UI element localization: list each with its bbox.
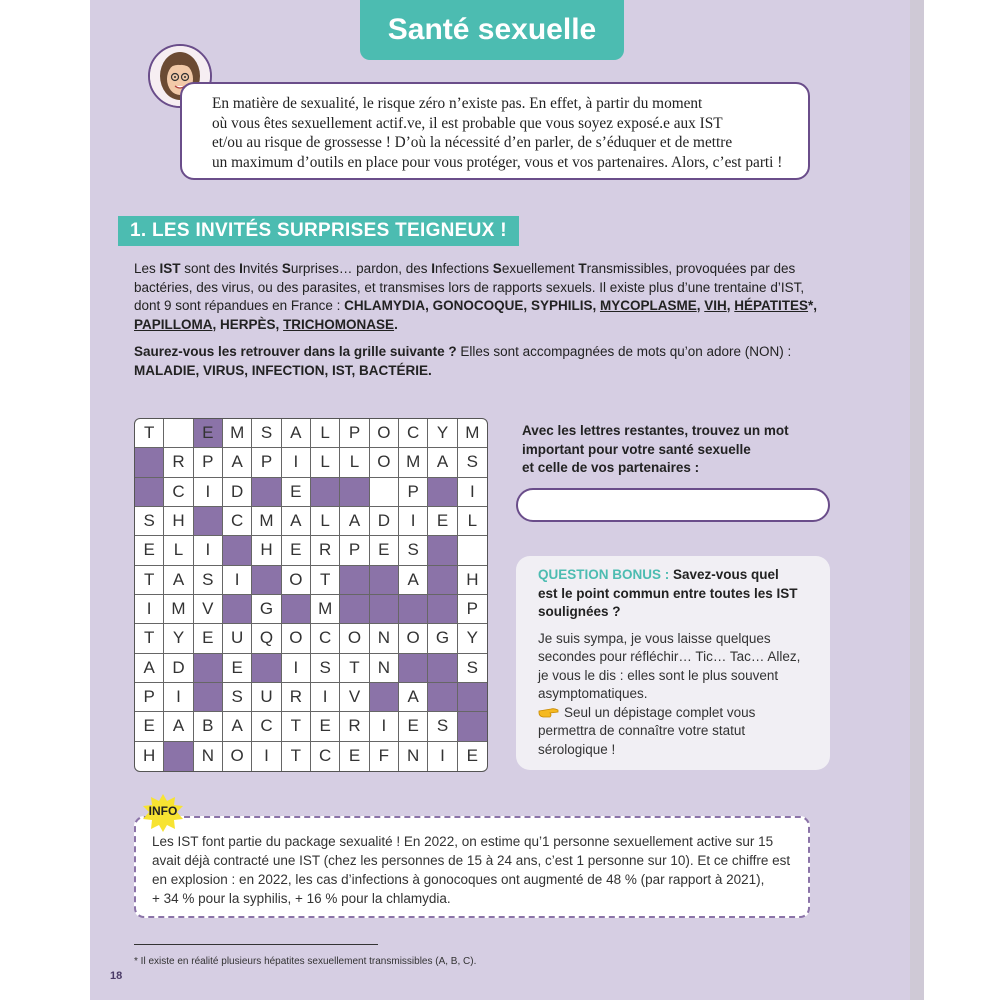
grid-cell[interactable]: S xyxy=(458,654,487,683)
pointing-hand-icon xyxy=(538,705,560,719)
grid-cell[interactable] xyxy=(370,478,399,507)
section-heading: 1. LES INVITÉS SURPRISES TEIGNEUX ! xyxy=(118,216,519,246)
grid-cell[interactable]: O xyxy=(223,742,252,771)
grid-cell[interactable]: C xyxy=(164,478,193,507)
grid-cell[interactable]: M xyxy=(164,595,193,624)
grid-cell[interactable]: E xyxy=(311,712,340,741)
grid-cell[interactable] xyxy=(428,536,457,565)
intro-line: un maximum d’outils en place pour vous protéger, vous et vos partenaires. Alors, c’est parti ! xyxy=(212,153,783,171)
grid-cell[interactable]: N xyxy=(399,742,428,771)
grid-cell[interactable]: T xyxy=(135,566,164,595)
info-badge-label: INFO xyxy=(148,804,178,818)
grid-cell[interactable]: O xyxy=(370,419,399,448)
grid-cell[interactable]: H xyxy=(135,742,164,771)
grid-cell[interactable]: U xyxy=(252,683,281,712)
grid-cell[interactable] xyxy=(399,654,428,683)
grid-cell[interactable]: R xyxy=(164,448,193,477)
footnote-divider xyxy=(134,944,378,945)
intro-speech-bubble xyxy=(180,82,810,180)
instruction-paragraph: Saurez-vous les retrouver dans la grille suivante ? Elles sont accompagnées de mots qu’on adore (NON) : MALADIE, VIRUS, INFECTION, IST, BACTÉRIE. xyxy=(134,344,792,378)
paragraph-line-2: bactéries, des virus, ou des parasites, et transmises lors de rapports sexuels. Il existe plus d’une trentaine d’IST, xyxy=(134,279,805,295)
grid-cell[interactable]: I xyxy=(252,742,281,771)
ist-mycoplasme: MYCOPLASME xyxy=(599,298,697,313)
grid-cell[interactable]: G xyxy=(428,624,457,653)
grid-cell[interactable]: C xyxy=(399,419,428,448)
grid-cell[interactable]: S xyxy=(458,448,487,477)
page-number: 18 xyxy=(110,970,123,982)
grid-cell[interactable]: N xyxy=(370,654,399,683)
grid-cell[interactable]: T xyxy=(135,419,164,448)
instruction-words: MALADIE, VIRUS, INFECTION, IST, BACTÉRIE. xyxy=(134,362,432,378)
grid-cell[interactable]: S xyxy=(252,419,281,448)
grid-cell[interactable] xyxy=(428,595,457,624)
grid-cell[interactable]: C xyxy=(223,507,252,536)
grid-cell[interactable]: E xyxy=(340,742,369,771)
grid-cell[interactable] xyxy=(223,536,252,565)
grid-cell[interactable]: A xyxy=(223,712,252,741)
grid-cell[interactable] xyxy=(194,654,223,683)
answer-input-box[interactable] xyxy=(516,488,830,522)
grid-cell[interactable]: T xyxy=(340,654,369,683)
grid-cell[interactable]: I xyxy=(428,742,457,771)
grid-cell[interactable] xyxy=(194,683,223,712)
grid-cell[interactable] xyxy=(428,566,457,595)
ist-papilloma: PAPILLOMA xyxy=(134,316,213,332)
ist-trichomonase: TRICHOMONASE xyxy=(283,316,395,332)
grid-cell[interactable]: P xyxy=(340,419,369,448)
grid-cell[interactable]: A xyxy=(164,566,193,595)
grid-cell[interactable]: Y xyxy=(428,419,457,448)
grid-cell[interactable] xyxy=(458,683,487,712)
grid-cell[interactable]: O xyxy=(370,448,399,477)
grid-cell[interactable]: I xyxy=(282,654,311,683)
grid-cell[interactable]: Y xyxy=(458,624,487,653)
grid-cell[interactable]: A xyxy=(428,448,457,477)
instruction-bold: Saurez-vous les retrouver dans la grille suivante ? xyxy=(134,344,457,359)
grid-cell[interactable]: C xyxy=(311,742,340,771)
grid-cell[interactable] xyxy=(252,478,281,507)
bonus-question-box: QUESTION BONUS : Savez-vous quel est le point commun entre toutes les IST soulignées ? Je suis sympa, je vous laisse quelques secondes pour réfléchir… Tic… Tac… Allez, je vous le dis : elles sont le plus souvent asymptomatiques. Seul un dépistage complet vous permettra de connaître votre statut sérologique ! xyxy=(516,556,830,770)
grid-cell[interactable] xyxy=(370,595,399,624)
grid-cell[interactable]: F xyxy=(370,742,399,771)
grid-cell[interactable]: E xyxy=(194,624,223,653)
info-box: Les IST font partie du package sexualité ! En 2022, on estime qu’1 personne sexuellement active sur 15 avait déjà contracté une IST (chez les personnes de 15 à 24 ans, c’est 1 personne sur 10). Et ce chiffre est en explosion : en 2022, les cas d’infections à gonocoques ont augmenté de 48 % (par rapport à 2021), + 34 % pour la syphilis, + 16 % pour la chlamydia. xyxy=(134,816,810,918)
grid-cell[interactable] xyxy=(223,595,252,624)
grid-cell[interactable]: H xyxy=(164,507,193,536)
grid-cell[interactable]: T xyxy=(311,566,340,595)
grid-cell[interactable]: O xyxy=(340,624,369,653)
grid-cell[interactable] xyxy=(282,595,311,624)
grid-cell[interactable]: E xyxy=(282,478,311,507)
grid-cell[interactable] xyxy=(135,448,164,477)
grid-cell[interactable]: N xyxy=(194,742,223,771)
grid-cell[interactable]: M xyxy=(252,507,281,536)
grid-cell[interactable]: S xyxy=(428,712,457,741)
grid-cell[interactable]: D xyxy=(370,507,399,536)
ist-herpes: HERPÈS xyxy=(220,316,276,332)
grid-cell[interactable] xyxy=(458,712,487,741)
grid-cell[interactable]: O xyxy=(282,566,311,595)
grid-cell[interactable]: M xyxy=(458,419,487,448)
grid-cell[interactable]: A xyxy=(399,566,428,595)
grid-cell[interactable] xyxy=(340,478,369,507)
grid-cell[interactable] xyxy=(135,478,164,507)
grid-cell[interactable]: A xyxy=(399,683,428,712)
grid-cell[interactable]: I xyxy=(370,712,399,741)
grid-cell[interactable]: L xyxy=(311,448,340,477)
grid-cell[interactable] xyxy=(428,654,457,683)
grid-cell[interactable]: S xyxy=(194,566,223,595)
grid-cell[interactable]: E xyxy=(135,712,164,741)
grid-cell[interactable]: P xyxy=(194,448,223,477)
grid-cell[interactable]: P xyxy=(135,683,164,712)
grid-cell[interactable] xyxy=(164,742,193,771)
grid-cell[interactable]: H xyxy=(458,566,487,595)
grid-cell[interactable]: S xyxy=(399,536,428,565)
grid-cell[interactable]: L xyxy=(311,419,340,448)
grid-cell[interactable]: M xyxy=(223,419,252,448)
grid-cell[interactable]: Q xyxy=(252,624,281,653)
grid-cell[interactable] xyxy=(428,478,457,507)
ist-paragraph xyxy=(134,260,824,334)
grid-cell[interactable]: I xyxy=(135,595,164,624)
grid-cell[interactable] xyxy=(399,595,428,624)
grid-cell[interactable] xyxy=(428,683,457,712)
grid-cell[interactable] xyxy=(340,566,369,595)
grid-cell[interactable]: V xyxy=(340,683,369,712)
grid-cell[interactable] xyxy=(340,595,369,624)
grid-cell[interactable]: E xyxy=(135,536,164,565)
grid-cell[interactable]: C xyxy=(311,624,340,653)
ist-hepatites: HÉPATITES xyxy=(734,298,809,313)
grid-cell[interactable]: N xyxy=(370,624,399,653)
grid-cell[interactable]: I xyxy=(399,507,428,536)
grid-cell[interactable]: L xyxy=(164,536,193,565)
grid-cell[interactable]: E xyxy=(194,419,223,448)
grid-cell[interactable] xyxy=(164,419,193,448)
grid-cell[interactable]: M xyxy=(311,595,340,624)
grid-cell[interactable]: A xyxy=(282,507,311,536)
grid-cell[interactable]: L xyxy=(340,448,369,477)
grid-cell[interactable]: S xyxy=(223,683,252,712)
grid-cell[interactable]: E xyxy=(370,536,399,565)
grid-cell[interactable]: I xyxy=(164,683,193,712)
intro-line: où vous êtes sexuellement actif.ve, il est probable que vous soyez exposé.e aux IST xyxy=(212,114,723,132)
page-title: Santé sexuelle xyxy=(360,0,624,60)
grid-cell[interactable]: H xyxy=(252,536,281,565)
intro-line: et/ou au risque de grossesse ! D’où la nécessité d’en parler, de s’éduquer et de mettre xyxy=(212,134,733,151)
grid-cell[interactable]: C xyxy=(252,712,281,741)
ist-vih: VIH xyxy=(704,298,727,313)
grid-cell[interactable] xyxy=(252,654,281,683)
grid-cell[interactable]: T xyxy=(282,742,311,771)
ist-gonocoque: GONOCOQUE xyxy=(432,298,524,313)
grid-cell[interactable]: I xyxy=(223,566,252,595)
grid-cell[interactable] xyxy=(370,683,399,712)
grid-cell[interactable]: I xyxy=(194,478,223,507)
grid-cell[interactable]: L xyxy=(458,507,487,536)
grid-cell[interactable]: P xyxy=(458,595,487,624)
grid-cell[interactable]: E xyxy=(428,507,457,536)
intro-line: En matière de sexualité, le risque zéro n’existe pas. En effet, à partir du moment xyxy=(212,95,703,112)
grid-cell[interactable] xyxy=(458,536,487,565)
grid-cell[interactable]: V xyxy=(194,595,223,624)
page-spine xyxy=(910,0,924,1000)
grid-cell[interactable]: R xyxy=(282,683,311,712)
grid-cell[interactable]: O xyxy=(282,624,311,653)
ist-syphilis: SYPHILIS xyxy=(530,298,593,313)
paragraph-line-1: Les IST sont des Invités Surprises… pardon, des Infections Sexuellement Transmissibles, provoquées par des xyxy=(134,261,796,276)
grid-cell[interactable]: A xyxy=(135,654,164,683)
grid-cell[interactable] xyxy=(311,478,340,507)
grid-cell[interactable]: A xyxy=(340,507,369,536)
grid-cell[interactable] xyxy=(370,566,399,595)
grid-cell[interactable]: D xyxy=(164,654,193,683)
paragraph-line-4: PAPILLOMA, HERPÈS, TRICHOMONASE. xyxy=(134,316,398,332)
grid-cell[interactable]: P xyxy=(340,536,369,565)
grid-cell[interactable]: B xyxy=(194,712,223,741)
footnote: * Il existe en réalité plusieurs hépatites sexuellement transmissibles (A, B, C). xyxy=(134,956,477,967)
grid-cell[interactable]: R xyxy=(340,712,369,741)
ist-chlamydia: CHLAMYDIA xyxy=(344,298,426,313)
grid-cell[interactable]: I xyxy=(194,536,223,565)
grid-cell[interactable]: P xyxy=(252,448,281,477)
grid-cell[interactable]: R xyxy=(311,536,340,565)
grid-cell[interactable]: E xyxy=(223,654,252,683)
grid-cell[interactable] xyxy=(194,507,223,536)
grid-cell[interactable]: Y xyxy=(164,624,193,653)
grid-cell[interactable]: T xyxy=(135,624,164,653)
remaining-letters-question: Avec les lettres restantes, trouvez un mot important pour votre santé sexuelle et celle de vos partenaires : xyxy=(522,423,789,475)
grid-cell[interactable]: A xyxy=(282,419,311,448)
grid-cell[interactable]: T xyxy=(282,712,311,741)
bonus-label: QUESTION BONUS : xyxy=(538,567,670,582)
grid-cell[interactable]: L xyxy=(311,507,340,536)
grid-cell[interactable]: S xyxy=(135,507,164,536)
grid-cell[interactable]: E xyxy=(282,536,311,565)
grid-cell[interactable]: E xyxy=(399,712,428,741)
word-search-grid[interactable] xyxy=(134,418,488,772)
grid-cell[interactable]: I xyxy=(311,683,340,712)
grid-cell[interactable] xyxy=(252,566,281,595)
grid-cell[interactable]: A xyxy=(164,712,193,741)
grid-cell[interactable]: I xyxy=(458,478,487,507)
grid-cell[interactable]: D xyxy=(223,478,252,507)
grid-cell[interactable]: O xyxy=(399,624,428,653)
grid-cell[interactable]: P xyxy=(399,478,428,507)
grid-cell[interactable]: U xyxy=(223,624,252,653)
grid-cell[interactable]: I xyxy=(282,448,311,477)
grid-cell[interactable]: M xyxy=(399,448,428,477)
grid-cell[interactable]: G xyxy=(252,595,281,624)
paragraph-line-3: dont 9 sont répandues en France : CHLAMYDIA, GONOCOQUE, SYPHILIS, MYCOPLASME, VIH, HÉPATITES*, xyxy=(134,298,818,313)
info-badge xyxy=(142,794,184,832)
grid-cell[interactable]: E xyxy=(466,746,478,766)
grid-cell[interactable]: A xyxy=(223,448,252,477)
grid-cell[interactable]: S xyxy=(311,654,340,683)
